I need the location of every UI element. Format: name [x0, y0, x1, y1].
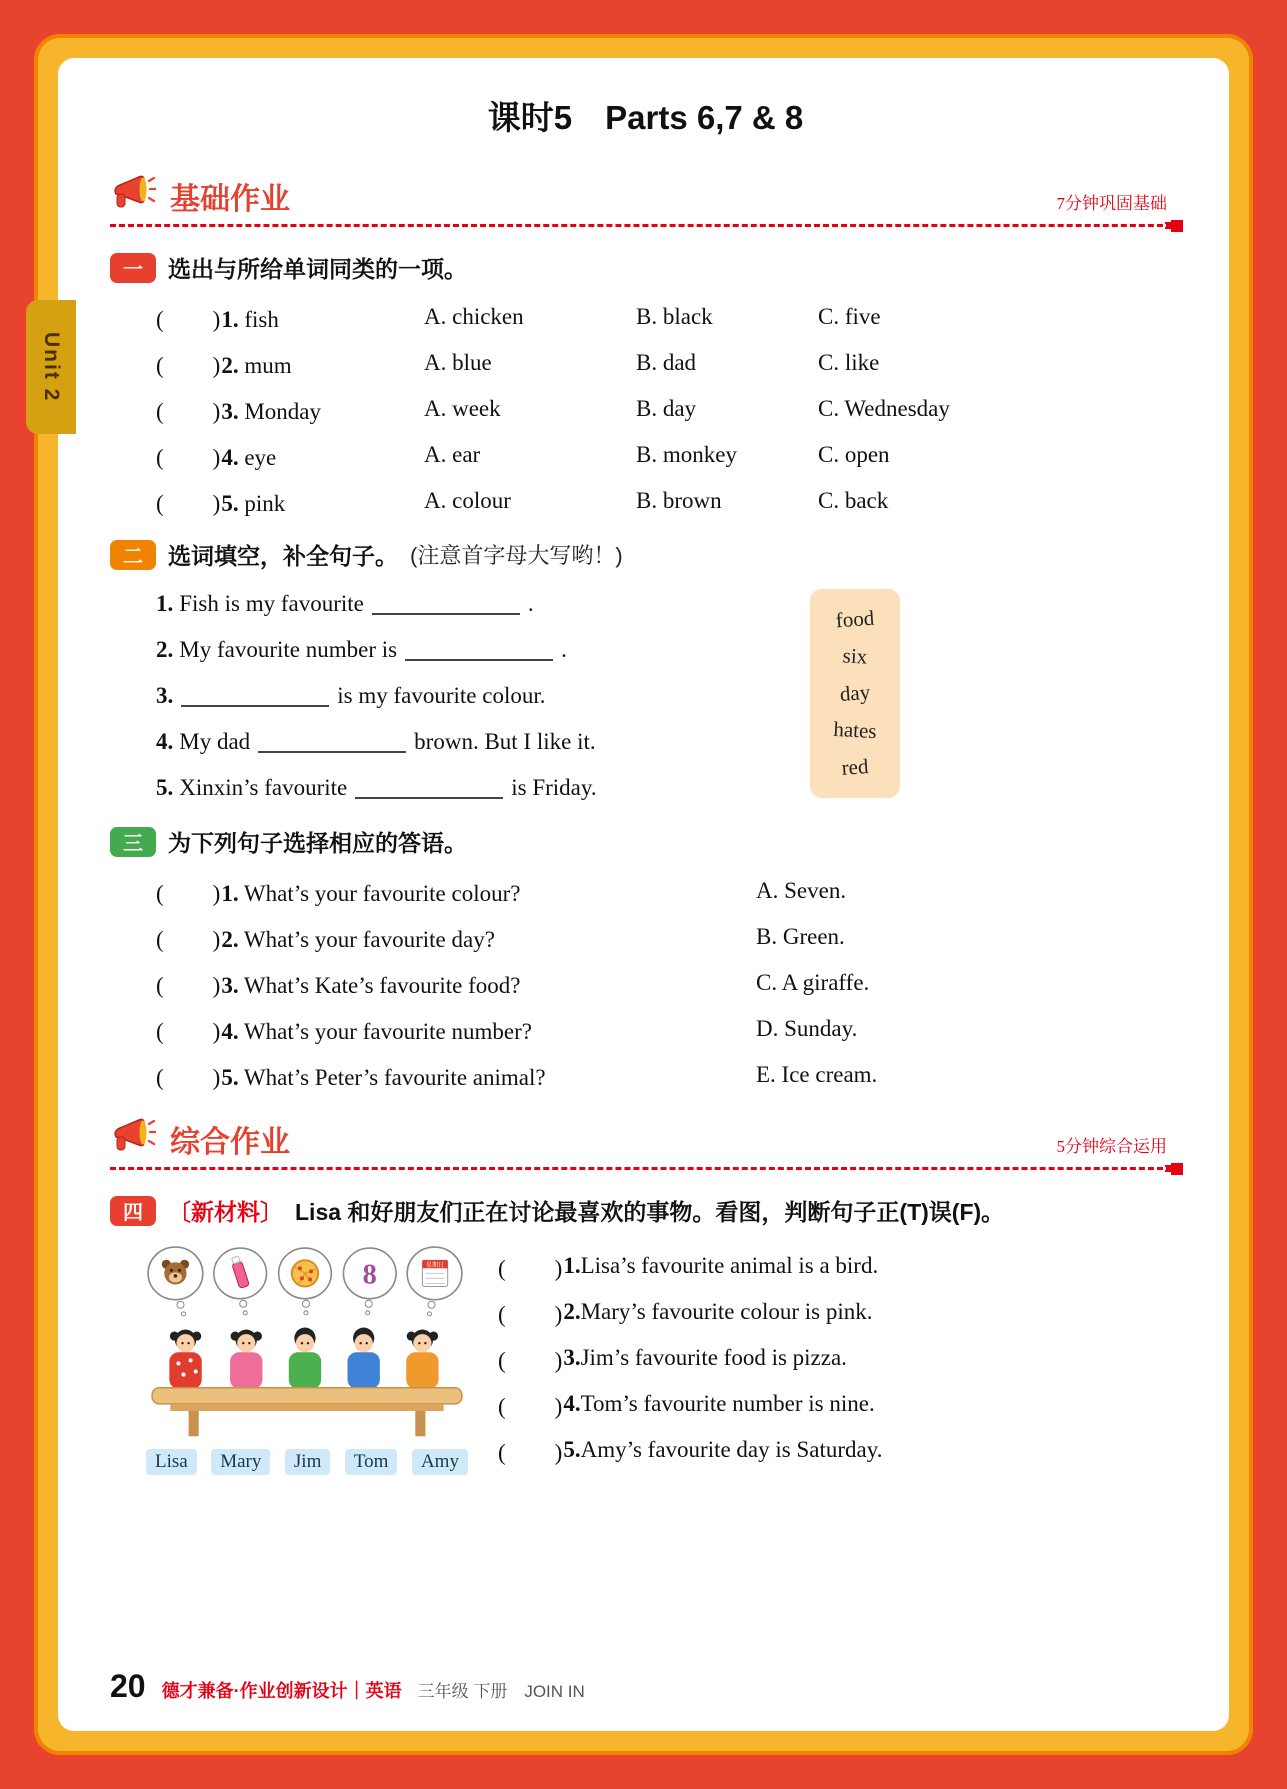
ex1-instruction-row — [110, 251, 1181, 284]
pink-tube-bubble — [214, 1248, 267, 1315]
answer-bracket[interactable]: ( ) — [156, 1018, 222, 1044]
stem-word: pink — [238, 490, 286, 516]
name-tag-jim: Jim — [285, 1449, 330, 1475]
name-tags — [140, 1449, 474, 1475]
option-b[interactable]: B. brown — [636, 488, 722, 513]
tf-row — [498, 1427, 1181, 1473]
answer-bracket[interactable]: ( ) — [498, 1439, 564, 1465]
answer-option[interactable]: A. Seven. — [756, 878, 847, 903]
mc-row — [156, 386, 1181, 432]
answer-bracket[interactable]: ( ) — [156, 926, 222, 952]
section-title-basic: 基础作业 — [170, 183, 290, 216]
sentence-after: brown. But I like it. — [414, 729, 596, 754]
mc-row — [156, 340, 1181, 386]
number-eight-bubble — [343, 1248, 396, 1315]
ex2-instruction-note: (注意首字母大写哟！) — [410, 543, 623, 568]
option-c[interactable]: C. Wednesday — [818, 396, 950, 421]
sentence-before: My dad — [179, 729, 251, 754]
question-number: 3. — [221, 972, 239, 998]
question-number: 3. — [563, 1345, 581, 1370]
question-number: 4. — [156, 729, 174, 754]
sentence-before: Xinxin’s favourite — [179, 775, 348, 800]
ex1-instruction: 选出与所给单词同类的一项。 — [168, 256, 467, 282]
option-c[interactable]: C. like — [818, 350, 880, 375]
ex2-sentences — [156, 581, 718, 811]
answer-bracket[interactable]: ( ) — [156, 972, 222, 998]
question-text: What’s your favourite number? — [238, 1018, 532, 1044]
question-number: 2. — [156, 637, 174, 662]
statement-text: Mary’s favourite colour is pink. — [580, 1299, 873, 1324]
dog-bubble — [148, 1247, 203, 1316]
question-number: 1. — [221, 306, 239, 332]
ex1-badge: 一 — [110, 253, 156, 283]
answer-bracket[interactable]: ( ) — [156, 490, 222, 516]
stem-word: eye — [238, 444, 277, 470]
section-header-basic — [110, 173, 1181, 216]
divider-end-square — [1171, 220, 1183, 232]
answer-bracket[interactable]: ( ) — [156, 880, 222, 906]
page-title: 课时5 Parts 6,7 & 8 — [487, 99, 804, 136]
tf-list — [498, 1243, 1181, 1473]
page-footer — [110, 1660, 1181, 1707]
mc-row — [156, 432, 1181, 478]
fill-row — [156, 719, 718, 765]
question-number: 2. — [221, 926, 239, 952]
kid-mary — [230, 1330, 262, 1389]
megaphone-icon — [110, 173, 156, 216]
answer-blank[interactable] — [405, 639, 553, 661]
calendar-label: 星期日 — [425, 1262, 445, 1269]
option-b[interactable]: B. day — [636, 396, 697, 421]
option-c[interactable]: C. back — [818, 488, 889, 513]
stem-word: mum — [238, 352, 292, 378]
answer-bracket[interactable]: ( ) — [156, 306, 222, 332]
option-c[interactable]: C. open — [818, 442, 890, 467]
option-a[interactable]: A. colour — [424, 488, 511, 513]
calendar-bubble — [407, 1247, 462, 1316]
tf-row — [498, 1335, 1181, 1381]
question-text: What’s your favourite day? — [238, 926, 495, 952]
tf-row — [498, 1289, 1181, 1335]
sentence-after: . — [527, 591, 534, 616]
option-b[interactable]: B. monkey — [636, 442, 737, 467]
answer-option[interactable]: C. A giraffe. — [756, 970, 870, 995]
tf-row — [498, 1381, 1181, 1427]
footer-brand: 德才兼备·作业创新设计｜英语 — [161, 1681, 402, 1701]
ex4-badge: 四 — [110, 1196, 156, 1226]
answer-bracket[interactable]: ( ) — [156, 444, 222, 470]
name-tag-tom: Tom — [345, 1449, 398, 1475]
qa-row — [156, 1006, 1181, 1052]
tf-row — [498, 1243, 1181, 1289]
qa-row — [156, 914, 1181, 960]
kid-lisa — [169, 1330, 201, 1389]
answer-blank[interactable] — [372, 593, 520, 615]
answer-option[interactable]: D. Sunday. — [756, 1016, 858, 1041]
statement-text: Tom’s favourite number is nine. — [580, 1391, 875, 1416]
sentence-before: Fish is my favourite — [179, 591, 364, 616]
question-number: 5. — [221, 1064, 239, 1090]
ex3-instruction: 为下列句子选择相应的答语。 — [168, 830, 467, 856]
answer-bracket[interactable]: ( ) — [498, 1393, 564, 1419]
answer-bracket[interactable]: ( ) — [498, 1301, 564, 1327]
kid-tom — [347, 1328, 379, 1389]
time-note-comprehensive: 5分钟综合运用 — [1056, 1137, 1167, 1156]
question-number: 5. — [221, 490, 239, 516]
option-c[interactable]: C. five — [818, 304, 881, 329]
statement-text: Lisa’s favourite animal is a bird. — [580, 1253, 879, 1278]
answer-bracket[interactable]: ( ) — [156, 352, 222, 378]
question-number: 3. — [156, 683, 174, 708]
page-number: 20 — [110, 1668, 146, 1704]
ex2-instruction-row — [110, 538, 1181, 571]
paper — [58, 58, 1229, 1731]
option-a[interactable]: A. blue — [424, 350, 492, 375]
mc-row — [156, 478, 1181, 524]
question-number: 4. — [221, 444, 239, 470]
answer-blank[interactable] — [181, 685, 329, 707]
kid-jim — [289, 1328, 321, 1389]
number-eight: 8 — [362, 1259, 377, 1291]
question-text: What’s Kate’s favourite food? — [238, 972, 521, 998]
fill-row — [156, 627, 718, 673]
kid-amy — [406, 1330, 438, 1389]
question-number: 5. — [563, 1437, 581, 1462]
option-b[interactable]: B. dad — [636, 350, 697, 375]
question-number: 3. — [221, 398, 239, 424]
word-bank-item[interactable]: day — [838, 679, 871, 707]
statement-text: Jim’s favourite food is pizza. — [580, 1345, 847, 1370]
option-a[interactable]: A. ear — [424, 442, 481, 467]
qa-row — [156, 1052, 1181, 1098]
question-number: 4. — [563, 1391, 581, 1416]
table — [152, 1388, 462, 1437]
pizza-bubble — [279, 1248, 332, 1315]
time-note-basic: 7分钟巩固基础 — [1056, 194, 1167, 213]
dashed-divider — [110, 224, 1181, 227]
section-header-comprehensive — [110, 1116, 1181, 1159]
name-tag-lisa: Lisa — [146, 1449, 197, 1475]
footer-info: 三年级 下册 JOIN IN — [417, 1682, 585, 1701]
sentence-after: is Friday. — [511, 775, 597, 800]
statement-text: Amy’s favourite day is Saturday. — [580, 1437, 883, 1462]
megaphone-icon — [110, 1116, 156, 1159]
answer-option[interactable]: B. Green. — [756, 924, 845, 949]
question-number: 4. — [221, 1018, 239, 1044]
kids-scene — [140, 1243, 474, 1450]
name-tag-mary: Mary — [211, 1449, 270, 1475]
answer-bracket[interactable]: ( ) — [498, 1255, 564, 1281]
question-number: 5. — [156, 775, 174, 800]
ex3-body — [110, 868, 1181, 1098]
ex3-instruction-row — [110, 825, 1181, 858]
word-bank-item[interactable]: six — [842, 643, 868, 669]
new-material-tag: 〔新材料〕 — [168, 1199, 283, 1225]
discussion-illustration — [140, 1243, 474, 1475]
sentence-after: is my favourite colour. — [337, 683, 546, 708]
fill-row — [156, 673, 718, 719]
ex3-badge: 三 — [110, 827, 156, 857]
answer-bracket[interactable]: ( ) — [156, 398, 222, 424]
mc-row — [156, 294, 1181, 340]
answer-bracket[interactable]: ( ) — [156, 1064, 222, 1090]
ex2-body — [110, 581, 1181, 811]
word-bank — [810, 589, 900, 798]
question-text: What’s Peter’s favourite animal? — [238, 1064, 546, 1090]
question-number: 1. — [563, 1253, 581, 1278]
stem-word: Monday — [238, 398, 321, 424]
option-a[interactable]: A. week — [424, 396, 501, 421]
ex2-badge: 二 — [110, 540, 156, 570]
answer-blank[interactable] — [355, 777, 503, 799]
option-b[interactable]: B. black — [636, 304, 713, 329]
unit-tab: Unit 2 — [26, 300, 76, 434]
stem-word: fish — [238, 306, 279, 332]
answer-bracket[interactable]: ( ) — [498, 1347, 564, 1373]
fill-row — [156, 765, 718, 811]
ex2-instruction: 选词填空，补全句子。 — [168, 543, 398, 569]
word-bank-item[interactable]: hates — [832, 716, 878, 744]
ex4-instruction-row — [110, 1194, 1181, 1227]
question-number: 2. — [221, 352, 239, 378]
section-title-comprehensive: 综合作业 — [170, 1126, 290, 1159]
divider-end-square — [1171, 1163, 1183, 1175]
ex1-body — [110, 294, 1181, 524]
answer-blank[interactable] — [258, 731, 406, 753]
word-bank-item[interactable]: red — [840, 754, 870, 780]
sentence-after: . — [561, 637, 567, 662]
option-a[interactable]: A. chicken — [424, 304, 524, 329]
question-text: What’s your favourite colour? — [238, 880, 521, 906]
answer-option[interactable]: E. Ice cream. — [756, 1062, 878, 1087]
fill-row — [156, 581, 718, 627]
dashed-divider — [110, 1167, 1181, 1170]
ex4-body — [110, 1243, 1181, 1475]
qa-row — [156, 868, 1181, 914]
question-number: 2. — [563, 1299, 581, 1324]
name-tag-amy: Amy — [412, 1449, 468, 1475]
sentence-before: My favourite number is — [179, 637, 398, 662]
word-bank-item[interactable]: food — [834, 605, 876, 633]
question-number: 1. — [221, 880, 239, 906]
qa-row — [156, 960, 1181, 1006]
ex4-instruction: Lisa 和好朋友们正在讨论最喜欢的事物。看图，判断句子正(T)误(F)。 — [295, 1199, 1005, 1225]
question-number: 1. — [156, 591, 174, 616]
decorative-frame — [34, 34, 1253, 1755]
